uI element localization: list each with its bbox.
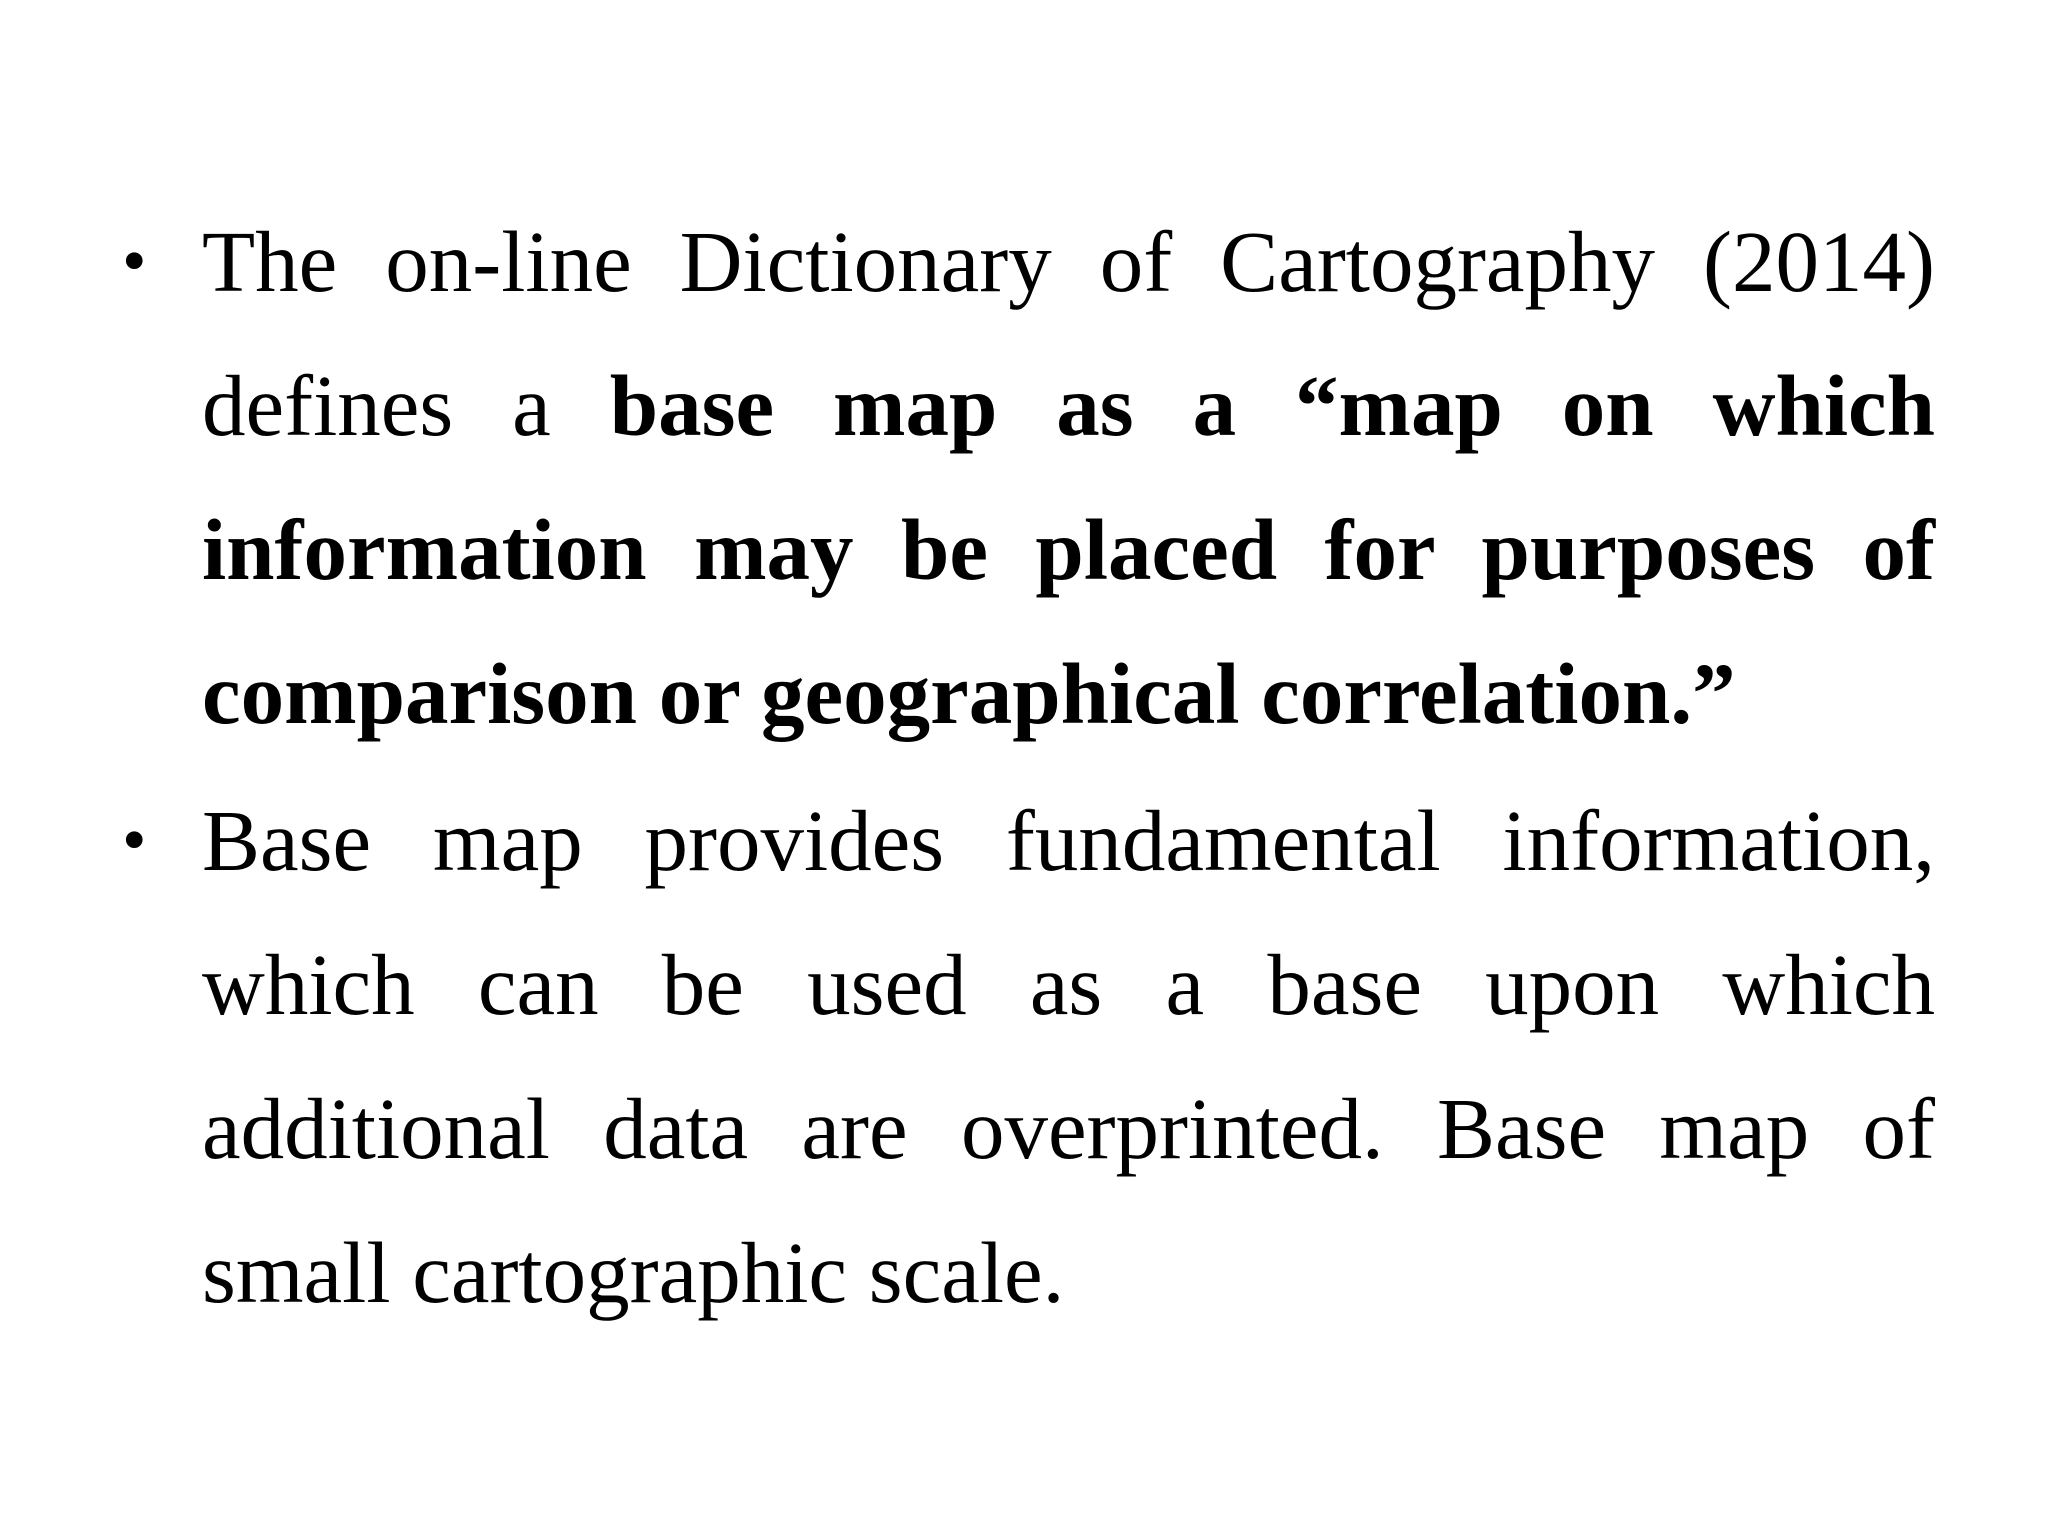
bullet-text-2: [202, 792, 1935, 1321]
bullet-text-1: [202, 213, 1935, 742]
base-map-definition-text: base map as a “map on which information may be placed for purposes of comparison or geographical correlation.”: [202, 357, 1935, 742]
base-map-description-text: Base map provides fundamental information, which can be used as a base upon which additional data are overprinted. Base map of small cartographic scale.: [202, 792, 1935, 1321]
definition-intro-text: The on-line Dictionary of Cartography (2014) defines a: [202, 213, 1935, 454]
bullet-item-1: [120, 190, 1935, 766]
bullet-marker-icon: •: [122, 802, 147, 879]
bullet-list: [120, 190, 1935, 1348]
bullet-marker-icon: •: [122, 223, 147, 300]
bullet-item-2: [120, 769, 1935, 1345]
